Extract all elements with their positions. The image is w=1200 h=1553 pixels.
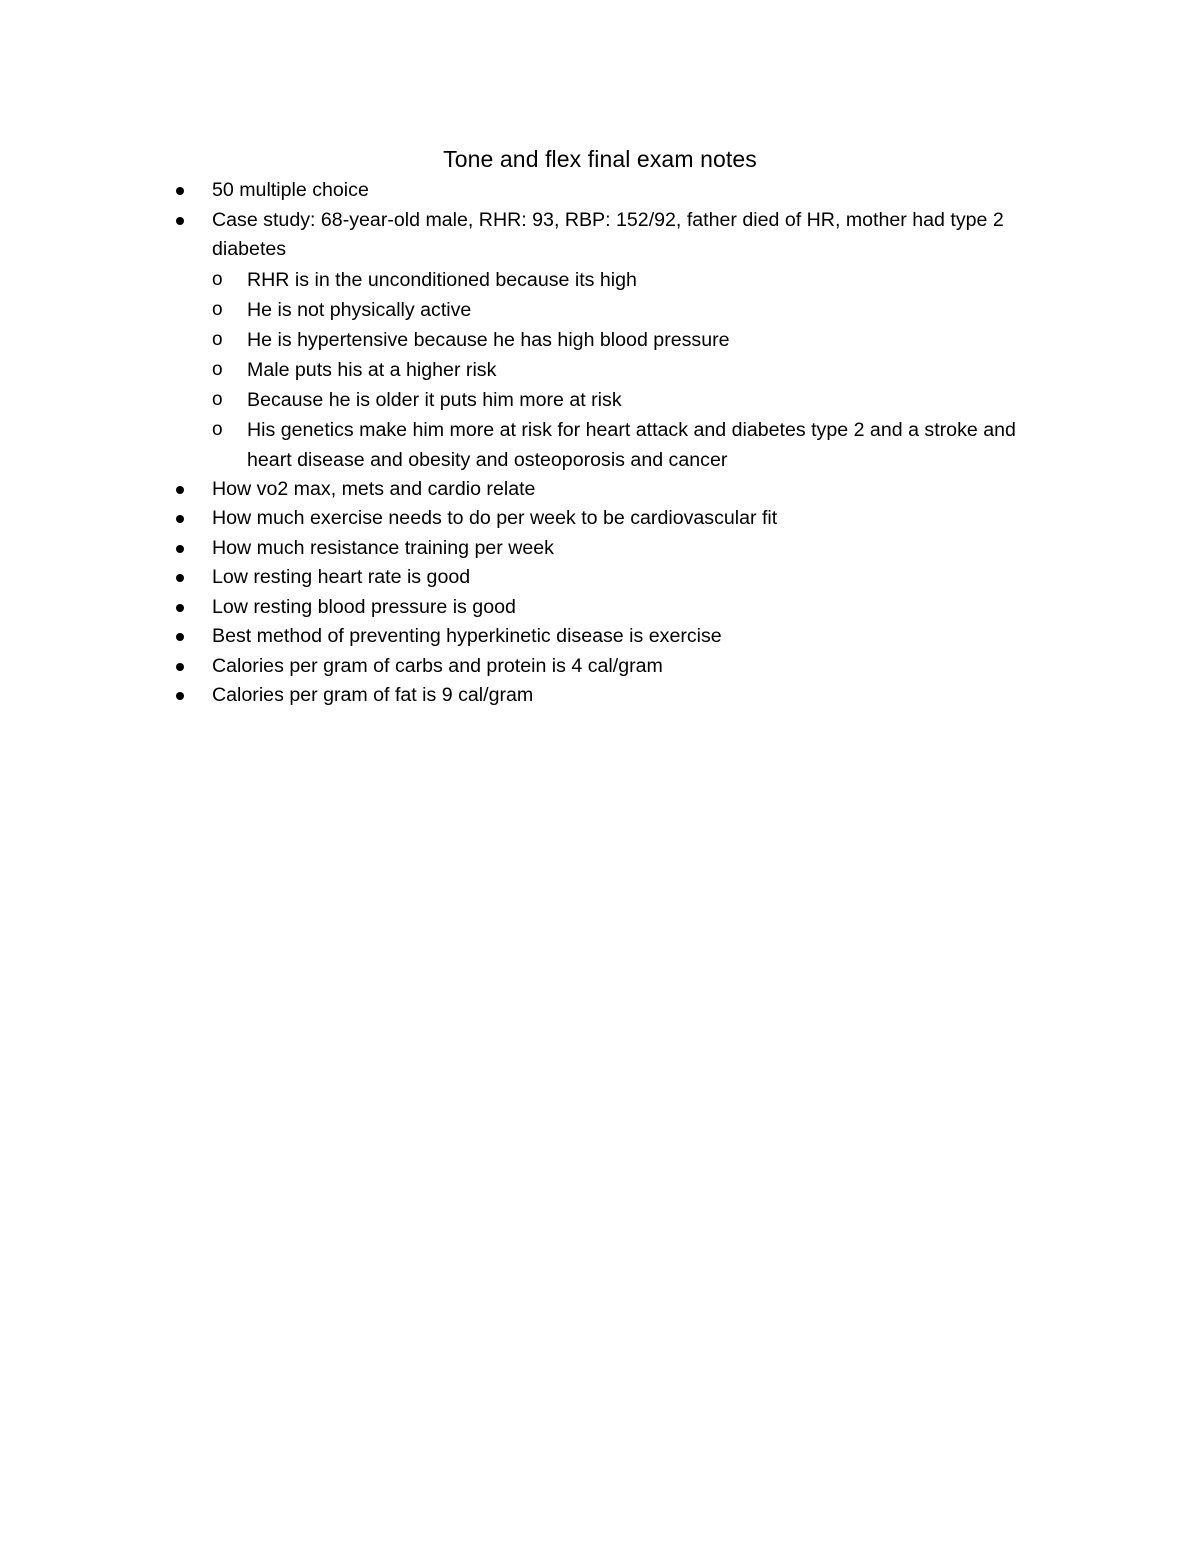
list-item-text: How much exercise needs to do per week to be cardiovascular fit xyxy=(212,507,778,529)
list-item xyxy=(0,534,1200,564)
sub-bullet-icon: o xyxy=(212,388,223,410)
bullet-icon xyxy=(176,515,184,523)
list-item-text: How much resistance training per week xyxy=(212,536,554,559)
list-item-text: Case study: 68-year-old male, RHR: 93, RBP: 152/92, father died of HR, mother had type 2 diabetes xyxy=(212,208,1004,260)
bullet-icon xyxy=(176,545,184,553)
list-item-text: 50 multiple choice xyxy=(212,179,369,201)
sub-list-item xyxy=(212,265,1060,295)
document-title: Tone and flex final exam notes xyxy=(443,146,757,172)
sub-list-item-text: He is hypertensive because he has high blood pressure xyxy=(247,328,730,351)
sub-list-item xyxy=(212,295,1060,325)
sub-bullet-icon: o xyxy=(212,268,223,290)
sub-list-item xyxy=(212,355,1060,385)
sub-list-item-text: His genetics make him more at risk for heart attack and diabetes type 2 and a stroke and heart disease and obesity and osteoporosis and cancer xyxy=(247,418,1016,471)
bullet-icon xyxy=(176,187,184,195)
sub-list xyxy=(212,265,1060,475)
sub-list-item-text: Because he is older it puts him more at risk xyxy=(247,388,622,411)
bullet-icon xyxy=(176,633,184,641)
bullet-icon xyxy=(176,217,184,225)
bullet-icon xyxy=(176,486,184,494)
sub-list-item xyxy=(212,385,1060,415)
list-item xyxy=(0,176,1200,206)
list-item xyxy=(0,206,1200,475)
bullet-icon xyxy=(176,574,184,582)
bullet-icon xyxy=(176,604,184,612)
list-item xyxy=(0,504,1200,534)
list-item xyxy=(0,652,1200,682)
sub-list-item-text: He is not physically active xyxy=(247,298,472,321)
sub-list-item xyxy=(212,325,1060,355)
list-item xyxy=(0,622,1200,652)
sub-list-item-text: RHR is in the unconditioned because its high xyxy=(247,268,637,291)
sub-bullet-icon: o xyxy=(212,358,223,380)
bullet-icon xyxy=(176,663,184,671)
list-item-text: Best method of preventing hyperkinetic disease is exercise xyxy=(212,625,722,647)
list-item xyxy=(0,563,1200,593)
bullet-icon xyxy=(176,692,184,700)
list-item-text: Low resting blood pressure is good xyxy=(212,595,516,618)
notes-list xyxy=(0,176,1200,711)
sub-bullet-icon: o xyxy=(212,298,223,320)
list-item-text: Calories per gram of carbs and protein is 4 cal/gram xyxy=(212,654,663,677)
list-item-text: Low resting heart rate is good xyxy=(212,566,471,588)
list-item xyxy=(0,681,1200,711)
list-item-text: Calories per gram of fat is 9 cal/gram xyxy=(212,684,534,706)
list-item xyxy=(0,475,1200,505)
list-item-text: How vo2 max, mets and cardio relate xyxy=(212,477,536,500)
sub-bullet-icon: o xyxy=(212,418,223,440)
list-item xyxy=(0,593,1200,623)
sub-list-item xyxy=(212,415,1060,475)
sub-list-item-text: Male puts his at a higher risk xyxy=(247,358,497,381)
sub-bullet-icon: o xyxy=(212,328,223,350)
